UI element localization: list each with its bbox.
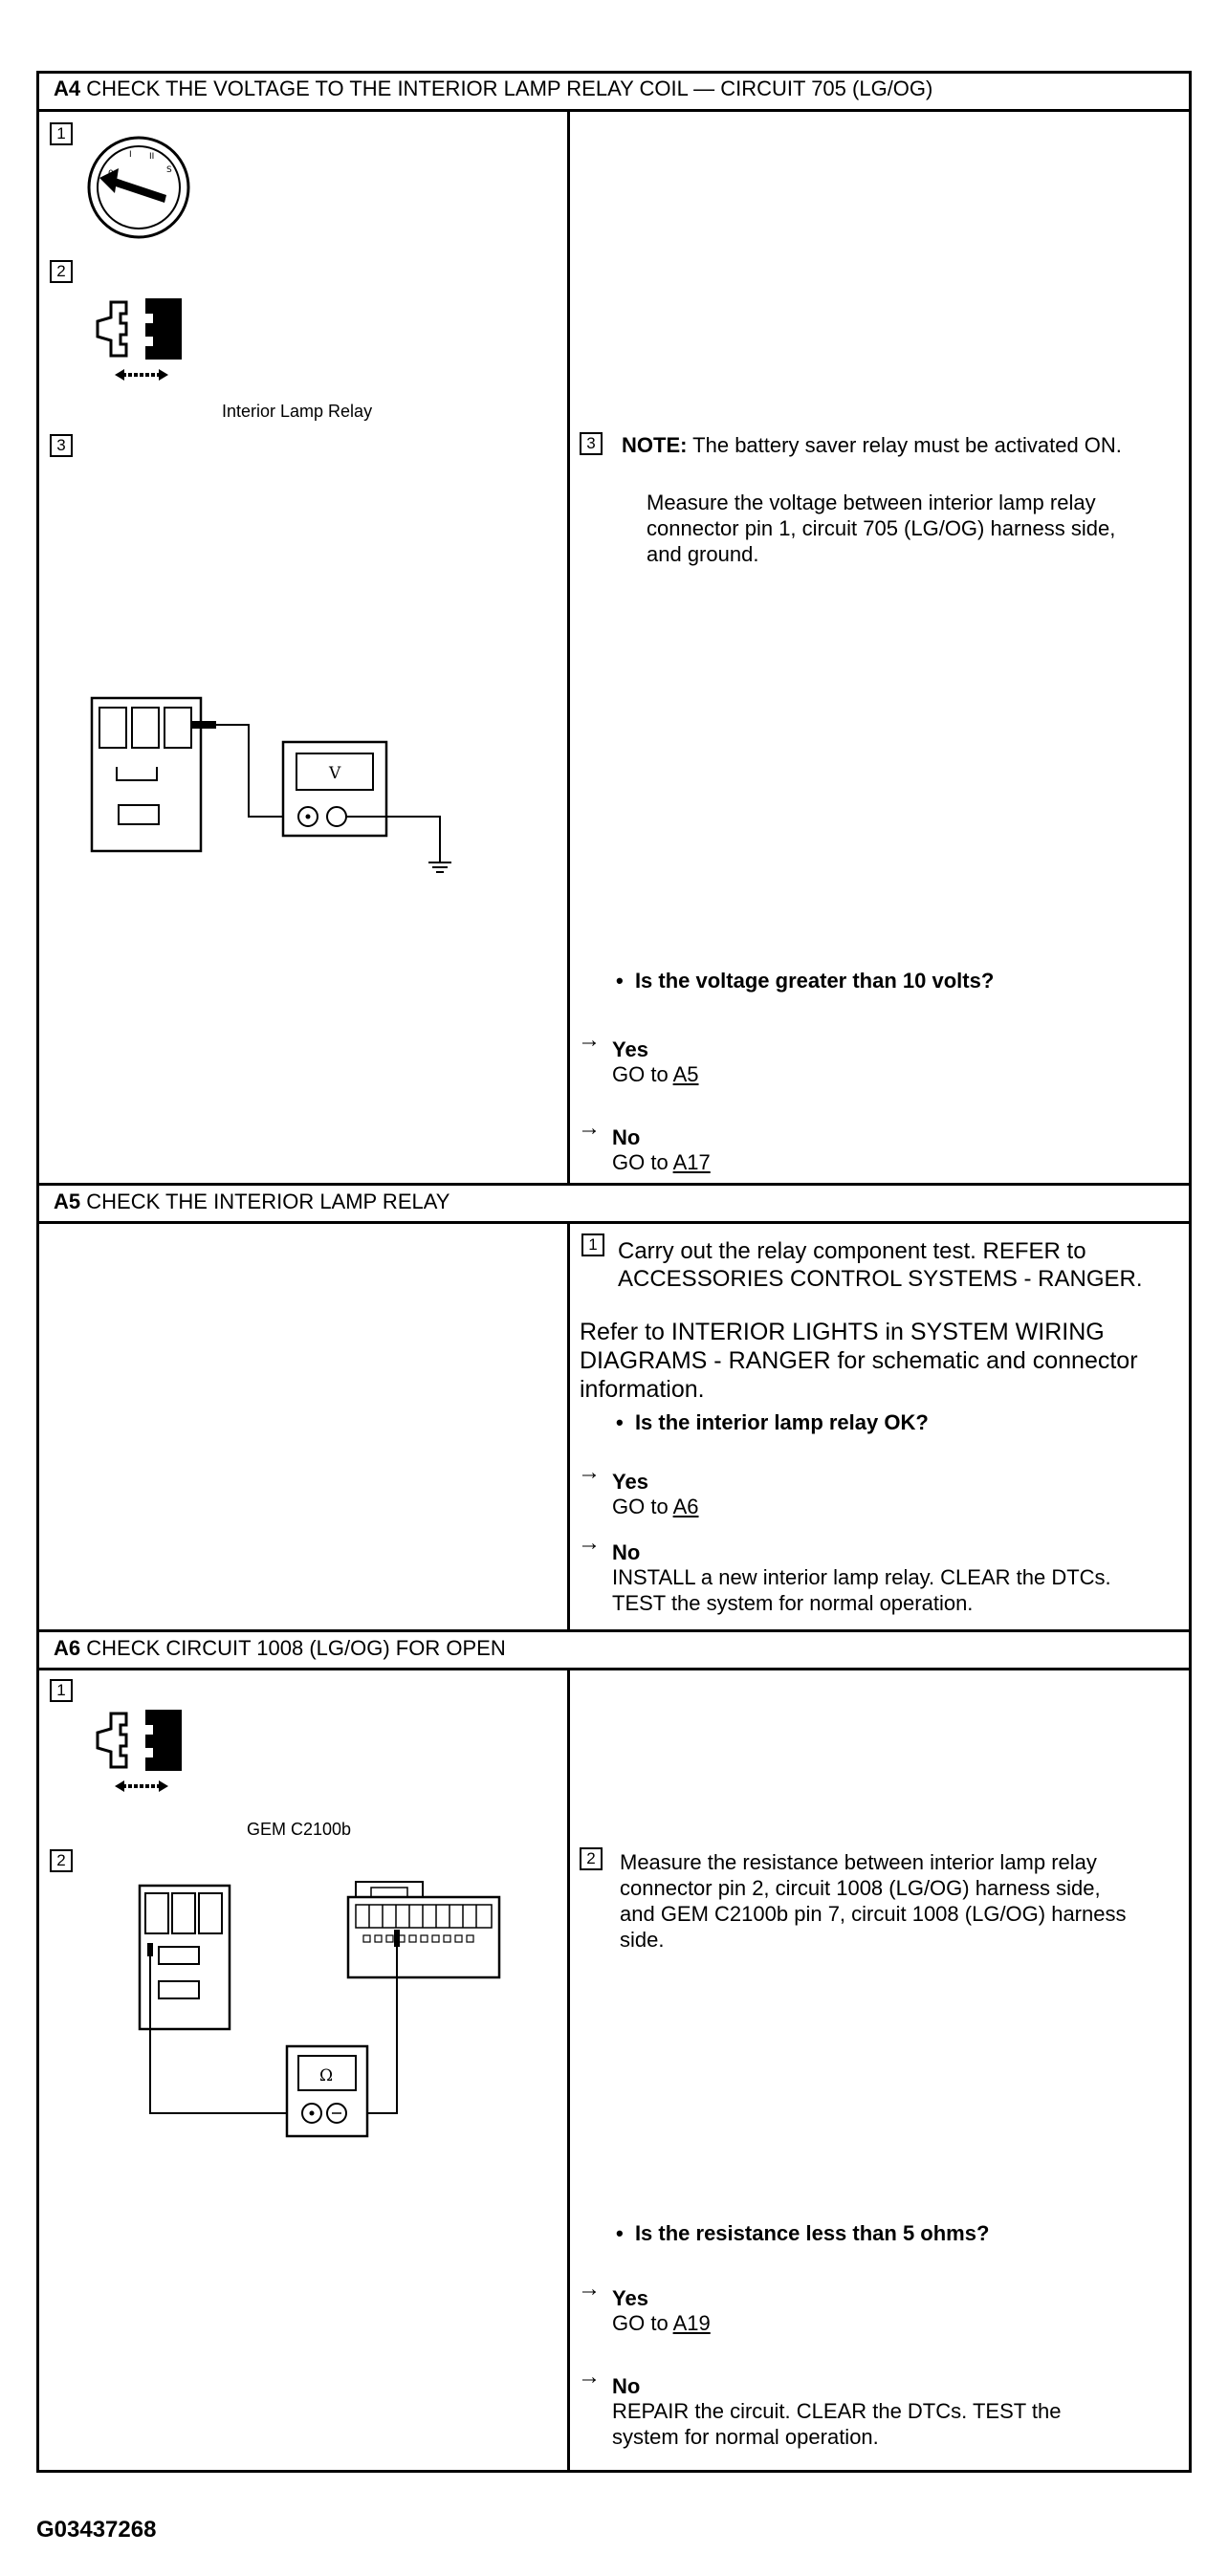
ohmmeter-label: Ω xyxy=(319,2066,334,2085)
a6-measure-line: and GEM C2100b pin 7, circuit 1008 (LG/OG) harness xyxy=(620,1902,1127,1926)
voltmeter-label: V xyxy=(329,764,341,783)
a4-step1-box: 1 xyxy=(50,122,73,145)
yes-arrow-icon: → xyxy=(578,1027,601,1053)
a5-refer-line: information. xyxy=(580,1376,705,1403)
a5-header-divider xyxy=(36,1221,1192,1224)
a6-header-divider xyxy=(36,1668,1192,1670)
a5-step1-box: 1 xyxy=(581,1233,604,1256)
disconnect-connector-icon xyxy=(92,287,197,382)
a6-column-divider xyxy=(567,1670,570,2473)
svg-text:S: S xyxy=(166,165,172,175)
a5-refer-text xyxy=(580,1318,1138,1404)
a6-step1-box: 1 xyxy=(50,1679,73,1702)
a5-carry-text xyxy=(618,1237,1143,1293)
a4-no-action: GO to xyxy=(612,1150,669,1174)
figure-code: G03437268 xyxy=(36,2517,157,2543)
a5-yes-link[interactable]: A6 xyxy=(672,1495,699,1518)
a4-yes-action: GO to xyxy=(612,1062,669,1086)
bullet: • xyxy=(616,1410,624,1434)
a6-question xyxy=(616,2220,989,2246)
a4-step2-caption: Interior Lamp Relay xyxy=(222,402,373,421)
a5-refer-line: DIAGRAMS - RANGER for schematic and connector xyxy=(580,1347,1138,1374)
ignition-switch-icon xyxy=(86,134,191,241)
a5-question-text: Is the interior lamp relay OK? xyxy=(634,1410,929,1434)
a4-no-result xyxy=(612,1149,711,1175)
a4-question-text: Is the voltage greater than 10 volts? xyxy=(634,969,995,993)
a6-question-text: Is the resistance less than 5 ohms? xyxy=(634,2221,990,2245)
a6-code: A6 xyxy=(54,1636,81,1660)
a4-measure-line: Measure the voltage between interior lamp relay xyxy=(647,491,1096,514)
a6-no-line: REPAIR the circuit. CLEAR the DTCs. TEST the xyxy=(612,2399,1062,2423)
a4-header xyxy=(54,76,932,101)
a4-measure-line: connector pin 1, circuit 705 (LG/OG) harness side, xyxy=(647,516,1116,540)
yes-arrow-icon: → xyxy=(578,1459,601,1485)
note-text: The battery saver relay must be activated ON. xyxy=(692,433,1122,457)
a5-yes-label: Yes xyxy=(612,1470,648,1494)
a4-step3-box: 3 xyxy=(50,434,73,457)
a6-measure-line: connector pin 2, circuit 1008 (LG/OG) harness side, xyxy=(620,1876,1101,1900)
a5-yes-result xyxy=(612,1494,699,1519)
bullet: • xyxy=(616,969,624,993)
a5-no-action xyxy=(612,1564,1111,1616)
a5-header-top-divider xyxy=(36,1183,1192,1186)
a6-step2-text-box: 2 xyxy=(580,1847,603,1870)
note-label: NOTE: xyxy=(622,433,688,457)
a6-step1-caption: GEM C2100b xyxy=(247,1820,352,1839)
a4-step2-box: 2 xyxy=(50,260,73,283)
a5-header xyxy=(54,1190,450,1214)
a5-title: CHECK THE INTERIOR LAMP RELAY xyxy=(86,1190,450,1213)
bullet: • xyxy=(616,2221,624,2245)
a6-step2-box: 2 xyxy=(50,1849,73,1872)
a6-no-label: No xyxy=(612,2374,641,2398)
a6-no-action xyxy=(612,2398,1062,2450)
a6-no-line: system for normal operation. xyxy=(612,2425,879,2449)
yes-arrow-icon: → xyxy=(578,2276,601,2302)
no-arrow-icon: → xyxy=(578,2364,601,2390)
a6-yes-result xyxy=(612,2310,711,2336)
a4-note xyxy=(622,432,1122,458)
voltmeter-test-diagram xyxy=(86,688,469,880)
a5-carry-line: Carry out the relay component test. REFER to xyxy=(618,1238,1086,1264)
svg-text:I: I xyxy=(129,150,132,160)
a6-measure-text xyxy=(620,1849,1126,1953)
a4-column-divider xyxy=(567,111,570,1184)
a4-no-label: No xyxy=(612,1125,641,1149)
a5-carry-line: ACCESSORIES CONTROL SYSTEMS - RANGER. xyxy=(618,1266,1143,1292)
a4-note-step-box: 3 xyxy=(580,432,603,455)
a5-no-line: TEST the system for normal operation. xyxy=(612,1591,974,1615)
a5-code: A5 xyxy=(54,1190,81,1213)
disconnect-connector-icon xyxy=(92,1698,197,1794)
a4-code: A4 xyxy=(54,76,81,100)
no-arrow-icon: → xyxy=(578,1115,601,1141)
a6-header-top-divider xyxy=(36,1629,1192,1632)
a5-no-line: INSTALL a new interior lamp relay. CLEAR the DTCs. xyxy=(612,1565,1111,1589)
a5-yes-action: GO to xyxy=(612,1495,669,1518)
a6-yes-link[interactable]: A19 xyxy=(672,2311,711,2335)
a4-measure-line: and ground. xyxy=(647,542,759,566)
ohmmeter-test-diagram xyxy=(134,1878,536,2155)
a5-column-divider xyxy=(567,1223,570,1630)
a6-header xyxy=(54,1636,506,1661)
a4-yes-result xyxy=(612,1061,699,1087)
no-arrow-icon: → xyxy=(578,1530,601,1556)
a6-yes-label: Yes xyxy=(612,2286,648,2310)
svg-text:0: 0 xyxy=(108,169,114,179)
svg-text:II: II xyxy=(149,152,155,162)
a4-yes-link[interactable]: A5 xyxy=(672,1062,699,1086)
a4-no-link[interactable]: A17 xyxy=(672,1150,711,1174)
a4-title: CHECK THE VOLTAGE TO THE INTERIOR LAMP RELAY COIL — CIRCUIT 705 (LG/OG) xyxy=(86,76,933,100)
a5-no-label: No xyxy=(612,1540,641,1564)
a5-question xyxy=(616,1409,929,1435)
a4-measure-text xyxy=(647,490,1115,567)
a5-refer-line: Refer to INTERIOR LIGHTS in SYSTEM WIRING xyxy=(580,1319,1105,1345)
a6-measure-line: Measure the resistance between interior lamp relay xyxy=(620,1850,1097,1874)
a6-title: CHECK CIRCUIT 1008 (LG/OG) FOR OPEN xyxy=(86,1636,506,1660)
a6-measure-line: side. xyxy=(620,1928,665,1952)
a4-question xyxy=(616,968,994,993)
a6-yes-action: GO to xyxy=(612,2311,669,2335)
a4-header-divider xyxy=(36,109,1192,112)
a4-yes-label: Yes xyxy=(612,1037,648,1061)
